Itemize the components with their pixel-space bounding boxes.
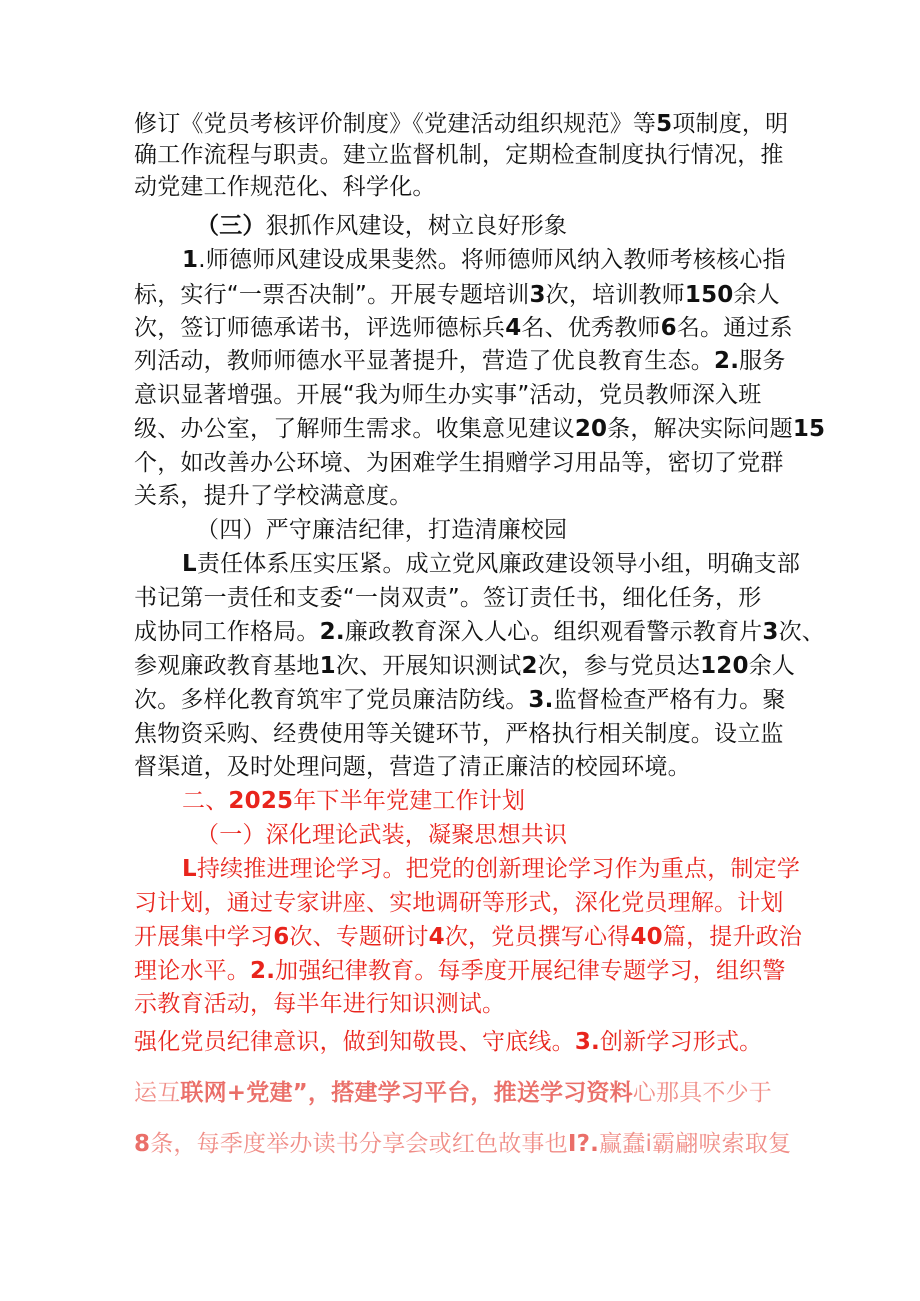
text-segment: 督渠道，及时处理问题，营造了清正廉洁的校园环境。 [134, 754, 691, 780]
line-7 [134, 313, 794, 343]
text-segment: 次、专题研讨 [289, 924, 429, 950]
text-segment: 书记第一责任和支委“一岗双责”。签订责任书，细化任务，形 [134, 585, 762, 611]
text-segment: 2. [250, 958, 276, 984]
line-25 [134, 922, 803, 952]
text-segment: 1 [319, 653, 336, 679]
text-segment: 监督检查严格有力。聚 [553, 687, 786, 713]
text-segment: 理论水平。 [134, 958, 250, 984]
line-27 [134, 989, 794, 1019]
text-segment: 3 [529, 282, 546, 308]
text-segment: 4 [505, 315, 522, 341]
line-12 [134, 481, 794, 511]
text-segment: 4 [428, 924, 445, 950]
text-segment: 联网+党建”，搭建学习平台，推送学习资料 [180, 1080, 633, 1106]
text-segment: 责任体系压实压紧。成立党风廉政建设领导小组，明确支部 [196, 551, 801, 577]
text-segment: 焦物资采购、经费使用等关键环节，严格执行相关制度。设立监 [134, 721, 784, 747]
text-segment: 二、 [182, 788, 229, 814]
text-segment: I?. [567, 1131, 600, 1157]
text-segment: 参观廉政教育基地 [134, 653, 320, 679]
text-segment: 条，解决实际问题 [607, 416, 793, 442]
line-8 [134, 346, 794, 376]
text-segment: 5 [656, 111, 673, 137]
text-segment: 标，实行“一票否决制”。开展专题培训 [134, 282, 530, 308]
text-segment: 余人 [733, 282, 780, 308]
text-segment: 年下半年党建工作计划 [293, 788, 526, 814]
line-18 [134, 685, 794, 715]
text-segment: 廉政教育深入人心。组织观看警示教育片 [344, 619, 763, 645]
text-segment: （四）严守廉洁纪律，打造清廉校园 [196, 517, 568, 543]
line-19 [134, 719, 794, 749]
text-segment: .师德师风建设成果斐然。将师德师风纳入教师考核核心指 [198, 247, 786, 273]
line-6 [134, 280, 794, 310]
line-20 [134, 752, 794, 782]
text-segment: 3 [762, 619, 779, 645]
text-segment: 动党建工作规范化、科学化。 [134, 174, 436, 200]
text-segment: 狠抓作风建设，树立良好形象 [265, 213, 568, 239]
line-23 [182, 854, 842, 884]
line-24 [134, 888, 794, 918]
text-segment: 3. [528, 687, 554, 713]
text-segment: 2 [521, 653, 538, 679]
text-segment: 项制度，明 [672, 111, 789, 137]
section-heading-3 [196, 211, 856, 241]
faded-line-29 [134, 1078, 794, 1108]
text-segment: 心那具不少于 [632, 1080, 772, 1106]
text-segment: 修订《党员考核评价制度》《党建活动组织规范》等 [134, 111, 657, 137]
line-10 [134, 414, 826, 444]
text-segment: 20 [574, 416, 608, 442]
text-segment: 名。通过系 [676, 315, 793, 341]
text-segment: 3. [574, 1029, 600, 1055]
text-segment: 余人 [748, 653, 796, 679]
text-segment: 120 [700, 653, 749, 679]
text-segment: 次。多样化教育筑牢了党员廉洁防线。 [134, 687, 529, 713]
section-heading-4 [196, 515, 856, 545]
text-segment: 成协同工作格局。 [134, 619, 320, 645]
line-26 [134, 956, 794, 986]
line-1 [134, 109, 794, 139]
text-segment: 创新学习形式。 [599, 1029, 763, 1055]
text-segment: （三） [196, 213, 266, 239]
text-segment: 2. [319, 619, 345, 645]
line-17 [134, 651, 794, 681]
text-segment: 名、优秀教师 [521, 315, 661, 341]
text-segment: 习计划，通过专家讲座、实地调研等形式，深化党员理解。计划 [134, 890, 784, 916]
text-segment: 示教育活动，每半年进行知识测试。 [134, 991, 506, 1017]
text-segment: 次，党员撰写心得 [444, 924, 631, 950]
line-28 [134, 1027, 794, 1057]
text-segment: 赢蠢i霸翩唳索取复 [599, 1131, 792, 1157]
faded-line-30 [134, 1129, 794, 1159]
line-9 [134, 380, 794, 410]
section-heading-plan-1 [196, 820, 856, 850]
text-segment: 2025 [228, 788, 294, 814]
chapter-heading-2 [182, 786, 842, 816]
line-16 [134, 617, 825, 647]
line-15 [134, 583, 794, 613]
line-3 [134, 172, 794, 202]
line-11 [134, 448, 794, 478]
text-segment: 篇，提升政治 [662, 924, 803, 950]
line-5 [182, 245, 842, 275]
text-segment: 开展集中学习 [134, 924, 274, 950]
text-segment: 服务 [739, 348, 786, 374]
text-segment: 次、开展知识测试 [335, 653, 522, 679]
text-segment: 次，签订师德承诺书，评选师德标兵 [134, 315, 506, 341]
text-segment: 1 [182, 247, 199, 273]
text-segment: 持续推进理论学习。把党的创新理论学习作为重点，制定学 [196, 856, 801, 882]
text-segment: 意识显著增强。开展“我为师生办实事”活动，党员教师深入班 [134, 382, 762, 408]
line-14 [182, 549, 842, 579]
text-segment: L [182, 856, 197, 882]
text-segment: 次、 [778, 619, 825, 645]
text-segment: 6 [660, 315, 677, 341]
text-segment: 关系，提升了学校满意度。 [134, 483, 413, 509]
text-segment: 级、办公室，了解师生需求。收集意见建议 [134, 416, 575, 442]
text-segment: （一）深化理论武装，凝聚思想共识 [196, 822, 568, 848]
text-segment: 确工作流程与职责。建立监督机制，定期检查制度执行情况，推 [134, 142, 784, 168]
text-segment: 运互 [134, 1080, 181, 1106]
text-segment: 15 [792, 416, 826, 442]
text-segment: 40 [630, 924, 663, 950]
text-segment: 次，参与党员达 [537, 653, 701, 679]
text-segment: 2. [714, 348, 740, 374]
text-segment: 6 [273, 924, 290, 950]
line-2 [134, 140, 794, 170]
text-segment: 个，如改善办公环境、为困难学生捐赠学习用品等，密切了党群 [134, 450, 784, 476]
text-segment: 次，培训教师 [545, 282, 685, 308]
text-segment: 加强纪律教育。每季度开展纪律专题学习，组织警 [275, 958, 786, 984]
text-segment: 强化党员纪律意识，做到知敬畏、守底线。 [134, 1029, 575, 1055]
text-segment: 8 [134, 1131, 151, 1157]
text-segment: 150 [684, 282, 734, 308]
text-segment: 列活动，教师师德水平显著提升，营造了优良教育生态。 [134, 348, 714, 374]
text-segment: L [182, 551, 197, 577]
text-segment: 条，每季度举办读书分享会或红色故事也 [150, 1131, 568, 1157]
